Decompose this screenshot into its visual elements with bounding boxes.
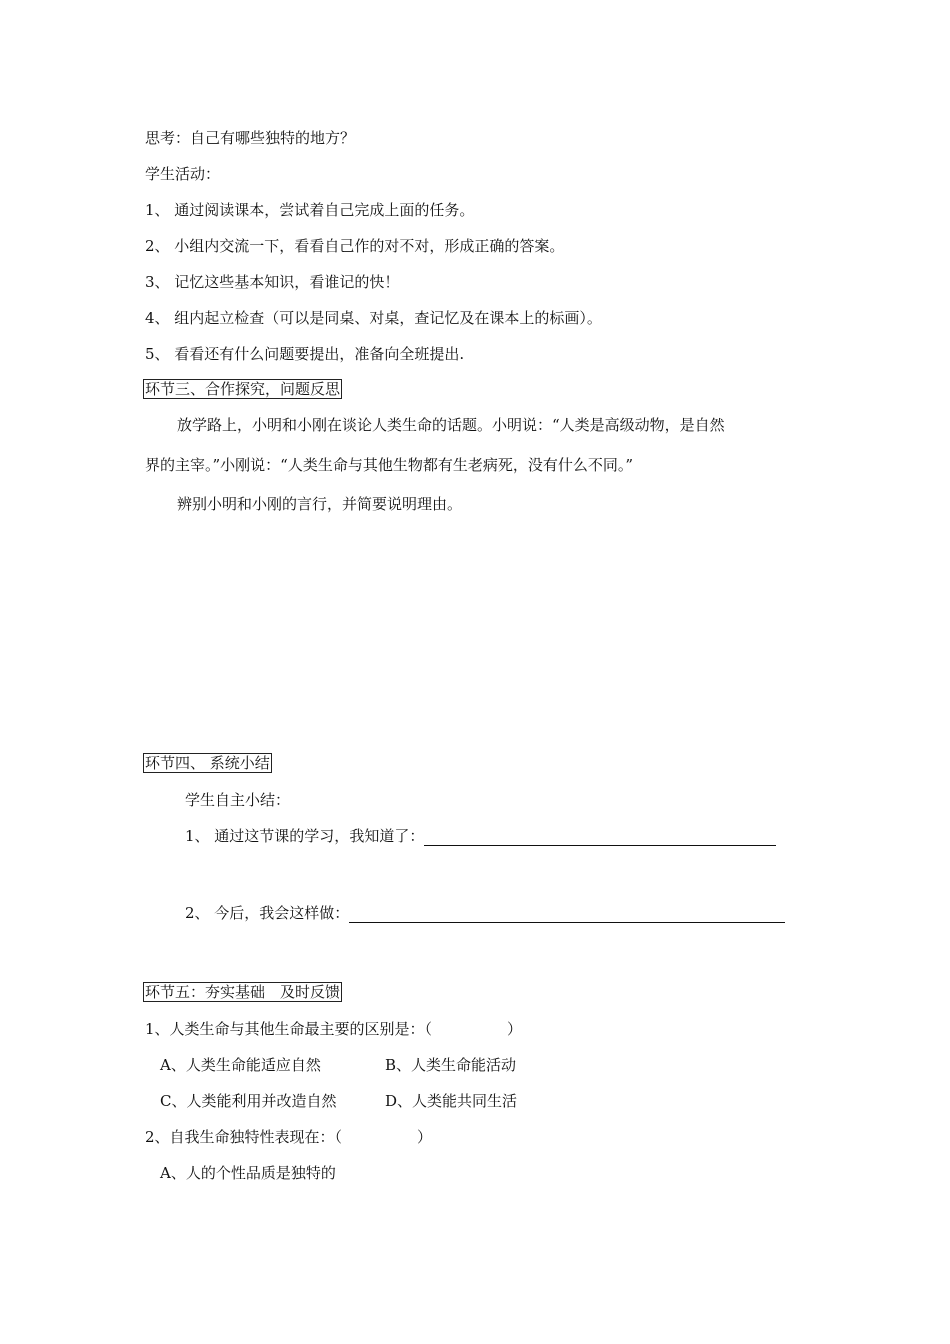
section3-heading-text: 环节三、合作探究，问题反思 <box>145 380 341 398</box>
question-1-option-d: D、人类能共同生活 <box>385 1092 518 1110</box>
activity-item: 3、 记忆这些基本知识，看谁记的快！ <box>145 273 400 291</box>
section3-paragraph-line1: 放学路上，小明和小刚在谈论人类生命的话题。小明说：“人类是高级动物，是自然 <box>177 416 725 434</box>
activity-item: 4、 组内起立检查（可以是同桌、对桌，查记忆及在课本上的标画）。 <box>145 309 602 327</box>
section3-task: 辨别小明和小刚的言行，并简要说明理由。 <box>177 495 463 513</box>
section4-heading-text: 环节四、 系统小结 <box>145 754 270 772</box>
answer-blank-2[interactable] <box>349 906 785 923</box>
activity-item: 2、 小组内交流一下，看看自己作的对不对，形成正确的答案。 <box>145 237 565 255</box>
section3-paragraph-line2: 界的主宰。”小刚说：“人类生命与其他生物都有生老病死，没有什么不同。” <box>145 456 634 474</box>
question-2: 2、自我生命独特性表现在：（ ） <box>145 1128 433 1146</box>
section3-heading <box>143 379 342 399</box>
question-1-option-a: A、人类生命能适应自然 <box>160 1056 321 1074</box>
question-1-option-b: B、人类生命能活动 <box>385 1056 517 1074</box>
section5-heading-text: 环节五：夯实基础 及时反馈 <box>145 983 341 1001</box>
summary-item-2 <box>185 903 785 923</box>
summary-item-1-label: 1、 通过这节课的学习，我知道了： <box>185 827 425 845</box>
question-1: 1、人类生命与其他生命最主要的区别是：（ ） <box>145 1020 523 1038</box>
summary-item-1 <box>185 826 776 846</box>
answer-blank-1[interactable] <box>424 829 776 846</box>
question-2-option-a: A、人的个性品质是独特的 <box>160 1164 336 1182</box>
think-prompt: 思考：自己有哪些独特的地方？ <box>145 129 356 147</box>
section4-heading <box>143 753 272 773</box>
section5-heading <box>143 982 342 1002</box>
activity-item: 5、 看看还有什么问题要提出，准备向全班提出. <box>145 345 465 363</box>
section4-intro: 学生自主小结： <box>185 791 291 809</box>
question-1-option-c: C、人类能利用并改造自然 <box>160 1092 337 1110</box>
activity-title: 学生活动： <box>145 165 221 183</box>
summary-item-2-label: 2、 今后，我会这样做： <box>185 904 350 922</box>
activity-item: 1、 通过阅读课本，尝试着自己完成上面的任务。 <box>145 201 475 219</box>
